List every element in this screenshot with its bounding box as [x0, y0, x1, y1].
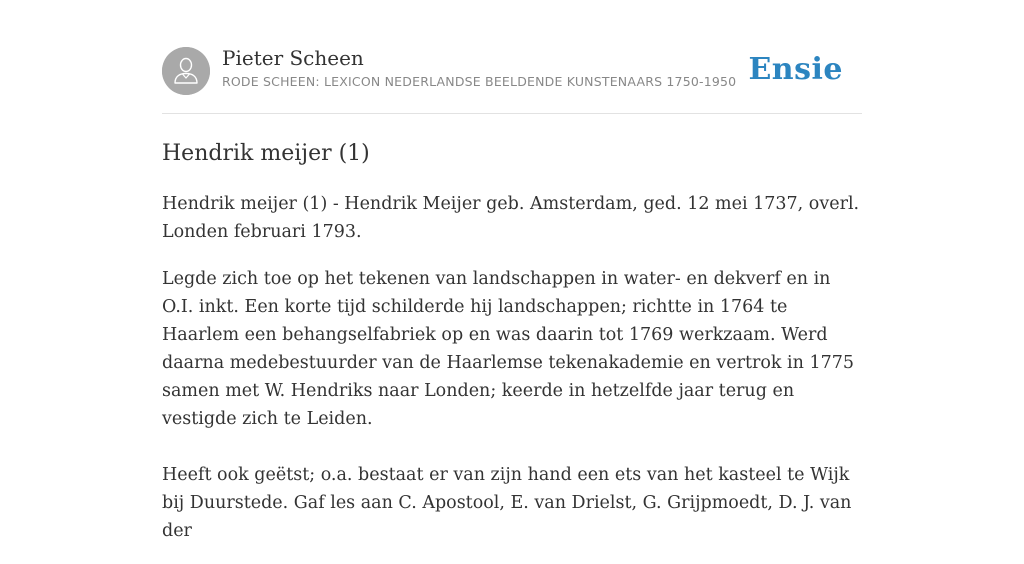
article-paragraph: Heeft ook geëtst; o.a. bestaat er van zijn hand een ets van het kasteel te Wijk bij Duurstede. Gaf les aan C. Apostool, E. van Drielst, G. Grijpmoedt, D. J. van der: [162, 465, 852, 541]
article-paragraph: Hendrik meijer (1) - Hendrik Meijer geb. Amsterdam, ged. 12 mei 1737, overl. Londen februari 1793.: [162, 194, 860, 242]
article-paragraph: Legde zich toe op het tekenen van landschappen in water- en dekverf en in O.I. inkt. Een korte tijd schilderde hij landschappen; richtte in 1764 te Haarlem een behangselfabriek op en was daarin tot 1769 werkzaam. Werd daarna medebestuurder van de Haarlemse tekenakademie en vertrok in 1775 samen met W. Hendriks naar Londen; keerde in hetzelfde jaar terug en vestigde zich te Leiden.: [162, 269, 855, 429]
article-header: [162, 46, 862, 114]
user-silhouette-icon: [162, 47, 210, 95]
article-title: Hendrik meijer (1): [162, 141, 370, 166]
content-container: [162, 46, 862, 564]
author-name[interactable]: Pieter Scheen: [222, 46, 364, 70]
source-title[interactable]: RODE SCHEEN: LEXICON NEDERLANDSE BEELDENDE KUNSTENAARS 1750-1950: [222, 74, 737, 89]
article-body: [162, 190, 862, 545]
author-avatar[interactable]: [162, 47, 210, 95]
ensie-logo[interactable]: Ensie: [748, 52, 843, 87]
